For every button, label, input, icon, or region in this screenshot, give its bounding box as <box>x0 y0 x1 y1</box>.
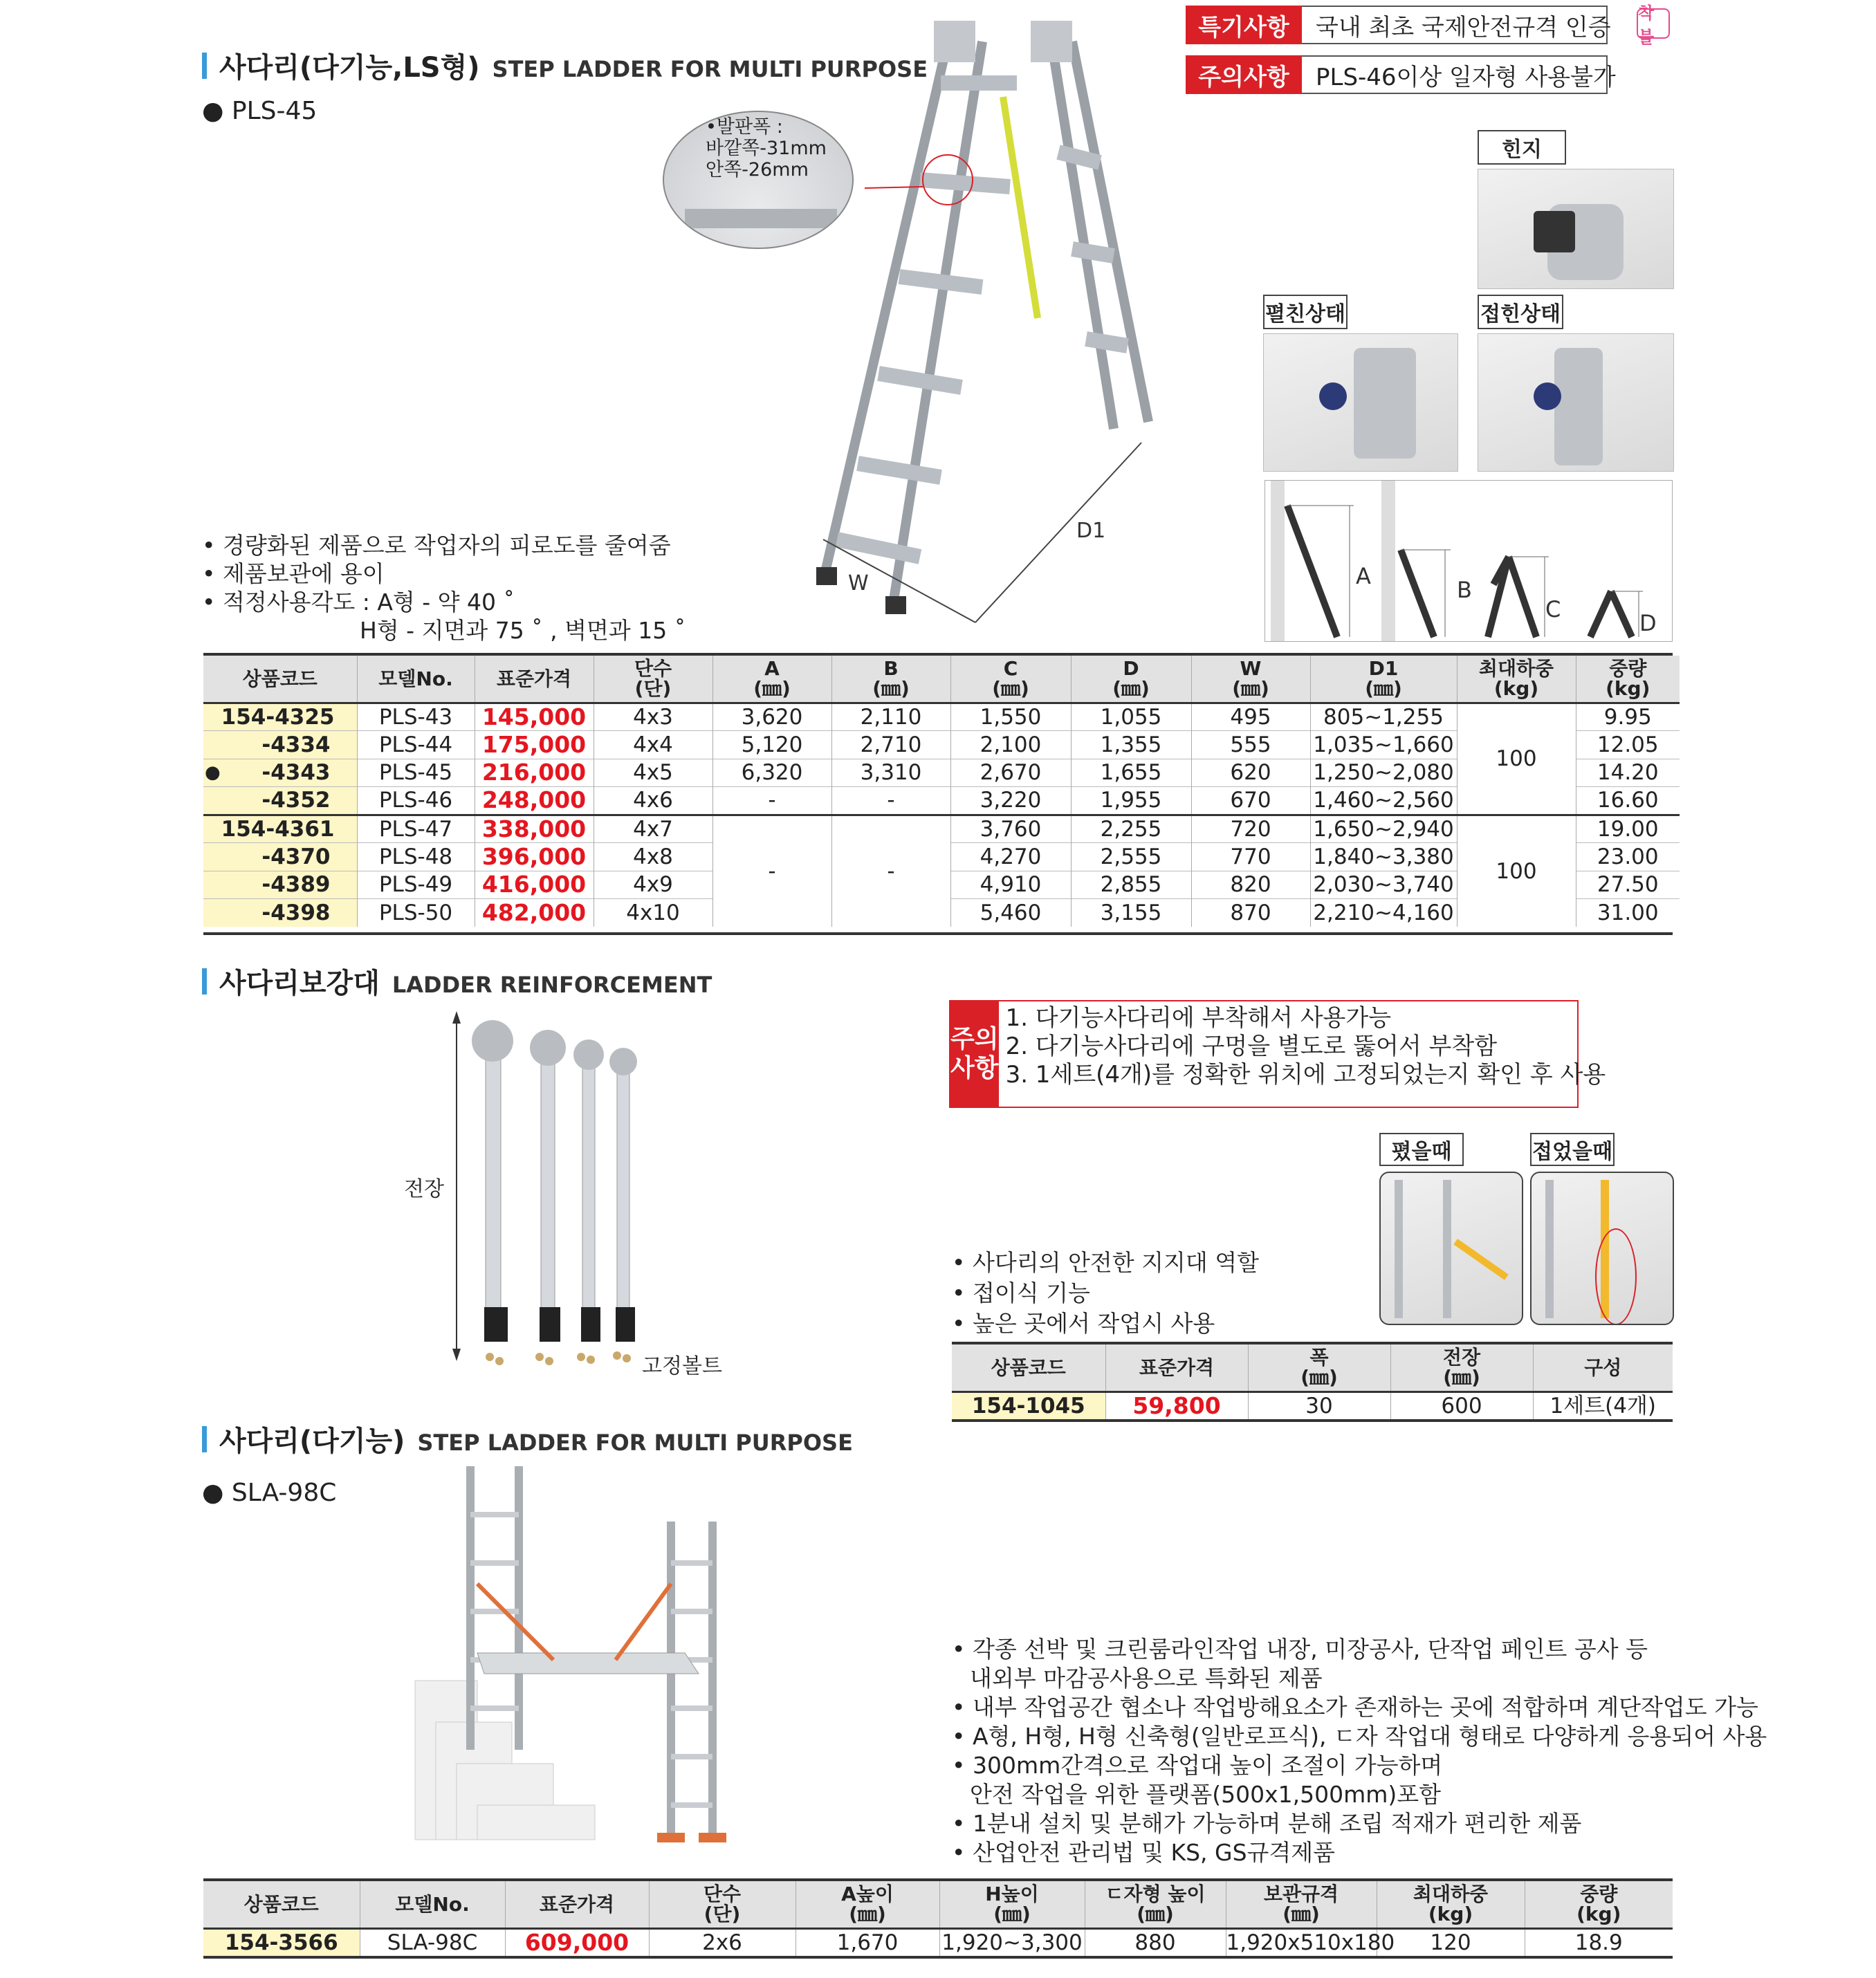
feature-item: • 산업안전 관리법 및 KS, GS규격제품 <box>952 1839 1336 1866</box>
feature-item: • 사다리의 안전한 지지대 역할 <box>952 1249 1259 1276</box>
photo-label-folded: 접힌상태 <box>1478 295 1563 329</box>
col-header: A높이 (㎜) <box>796 1881 939 1928</box>
price-cell: 338,000 <box>475 815 594 843</box>
ladder-rail <box>1443 1180 1451 1318</box>
steps-cell: 4x10 <box>594 899 712 927</box>
title-korean: 사다리보강대 <box>219 968 380 999</box>
d-cell: 2,855 <box>1071 871 1191 899</box>
price-cell: 248,000 <box>475 787 594 815</box>
spec-table-sla <box>203 1881 1673 1957</box>
col-header: 최대하중 (kg) <box>1377 1881 1525 1928</box>
dim-w-label: W <box>848 571 869 595</box>
w-cell: 555 <box>1191 731 1310 759</box>
shape-label-b: B <box>1457 577 1472 603</box>
photo-label-folded: 접었을때 <box>1530 1133 1615 1166</box>
caution-box <box>949 1000 1606 1108</box>
c-cell: 2,670 <box>950 759 1071 787</box>
caution-label: 주의 사항 <box>950 1001 999 1107</box>
product-code: -4389 <box>203 871 357 899</box>
h-height-cell: 1,920~3,300 <box>939 1928 1085 1957</box>
model-label: ● PLS-45 <box>202 97 318 125</box>
price-cell: 396,000 <box>475 843 594 871</box>
steps-cell: 4x6 <box>594 787 712 815</box>
special-note-text: 국내 최초 국제안전규격 인증 <box>1302 6 1608 44</box>
d1-cell: 1,035~1,660 <box>1310 731 1457 759</box>
c-cell: 2,100 <box>950 731 1071 759</box>
b-cell: 3,310 <box>831 759 950 787</box>
w-cell: 495 <box>1191 703 1310 731</box>
special-note-label: 특기사항 <box>1186 6 1302 44</box>
product-code: 154-4325 <box>203 703 357 731</box>
model-cell: PLS-48 <box>357 843 475 871</box>
table-row <box>203 1928 1673 1957</box>
weight-cell: 16.60 <box>1576 787 1680 815</box>
b-cell: 2,110 <box>831 703 950 731</box>
folded-photo <box>1530 1172 1674 1325</box>
d1-cell: 2,210~4,160 <box>1310 899 1457 927</box>
col-header: 단수 (단) <box>594 656 712 703</box>
title-english: STEP LADDER FOR MULTI PURPOSE <box>492 56 928 82</box>
product-code: -4370 <box>203 843 357 871</box>
product-code: 154-3566 <box>203 1928 360 1957</box>
storage-cell: 1,920x510x180 <box>1226 1928 1377 1957</box>
c-cell: 4,270 <box>950 843 1071 871</box>
w-cell: 670 <box>1191 787 1310 815</box>
model-cell: PLS-45 <box>357 759 475 787</box>
product-code: -4352 <box>203 787 357 815</box>
col-header: C (㎜) <box>950 656 1071 703</box>
title-accent-bar <box>202 53 207 79</box>
reinforcement-bar <box>1453 1239 1508 1280</box>
feature-item: • 접이식 기능 <box>952 1279 1090 1306</box>
col-header: D1 (㎜) <box>1310 656 1457 703</box>
caution-note-label: 주의사항 <box>1186 55 1302 94</box>
price-cell: 416,000 <box>475 871 594 899</box>
ladder-illustration <box>657 14 1183 636</box>
title-english: STEP LADDER FOR MULTI PURPOSE <box>417 1430 853 1456</box>
product-code: 154-4361 <box>203 815 357 843</box>
title-korean: 사다리(다기능,LS형) <box>219 52 480 84</box>
d-cell: 3,155 <box>1071 899 1191 927</box>
weight-cell: 12.05 <box>1576 731 1680 759</box>
unfolded-photo <box>1379 1172 1523 1325</box>
hinge-knob <box>1534 211 1575 252</box>
selected-marker: ● <box>205 761 221 783</box>
folded-state-photo <box>1478 333 1674 472</box>
length-label: 전장 <box>404 1177 444 1201</box>
table-row <box>203 703 1680 731</box>
model-cell: PLS-43 <box>357 703 475 731</box>
spec-table-pls <box>203 656 1680 927</box>
shape-diagram <box>1265 480 1673 642</box>
caution-item: 3. 1세트(4개)를 정확한 위치에 고정되었는지 확인 후 사용 <box>1005 1061 1606 1089</box>
weight-cell: 23.00 <box>1576 843 1680 871</box>
product-code: -4343 <box>261 760 331 786</box>
feature-item: • 내부 작업공간 협소나 작업방해요소가 존재하는 곳에 적합하며 계단작업도 가능 <box>952 1694 1758 1721</box>
model-cell: PLS-50 <box>357 899 475 927</box>
col-header: 상품코드 <box>203 656 357 703</box>
photo-label-unfolded: 폈을때 <box>1379 1133 1464 1166</box>
title-english: LADDER REINFORCEMENT <box>392 972 712 998</box>
hinge-part <box>1554 348 1603 465</box>
footboard-note-line: •발판폭 : <box>706 116 783 138</box>
price-cell: 482,000 <box>475 899 594 927</box>
table-row <box>952 1392 1673 1420</box>
steps-cell: 4x4 <box>594 731 712 759</box>
c-height-cell: 880 <box>1085 1928 1226 1957</box>
set-cell: 1세트(4개) <box>1533 1392 1673 1420</box>
c-cell: 1,550 <box>950 703 1071 731</box>
sla-features <box>952 1635 1767 1867</box>
col-header: 상품코드 <box>203 1881 360 1928</box>
w-cell: 720 <box>1191 815 1310 843</box>
model-cell: PLS-44 <box>357 731 475 759</box>
col-header: 단수 (단) <box>649 1881 796 1928</box>
model-cell: SLA-98C <box>360 1928 505 1957</box>
model-cell: PLS-47 <box>357 815 475 843</box>
col-header: 중량 (kg) <box>1576 656 1680 703</box>
model-cell: PLS-49 <box>357 871 475 899</box>
col-header: A (㎜) <box>712 656 831 703</box>
feature-item: • 적정사용각도 : A형 - 약 40 ˚ <box>202 589 515 616</box>
steps-cell: 2x6 <box>649 1928 796 1957</box>
photo-label-hinge: 힌지 <box>1478 130 1566 165</box>
shape-label-a: A <box>1356 563 1371 589</box>
section-title-sla <box>202 1419 853 1459</box>
price-cell: 175,000 <box>475 731 594 759</box>
weight-cell: 27.50 <box>1576 871 1680 899</box>
w-cell: 820 <box>1191 871 1310 899</box>
d1-cell: 1,650~2,940 <box>1310 815 1457 843</box>
reinforcement-features <box>952 1248 1259 1339</box>
weight-cell: 31.00 <box>1576 899 1680 927</box>
d1-cell: 1,840~3,380 <box>1310 843 1457 871</box>
section-title-reinforcement <box>202 961 712 1001</box>
max-load-cell: 100 <box>1457 815 1576 927</box>
col-header: 폭 (㎜) <box>1248 1344 1390 1392</box>
col-header: B (㎜) <box>831 656 950 703</box>
col-header: 모델No. <box>357 656 475 703</box>
title-accent-bar <box>202 1426 207 1452</box>
steps-cell: 4x7 <box>594 815 712 843</box>
feature-item: • A형, H형, H형 신축형(일반로프식), ㄷ자 작업대 형태로 다양하게 응용되어 사용 <box>952 1723 1767 1750</box>
table-bottom-rule <box>203 932 1673 935</box>
d-cell: 2,555 <box>1071 843 1191 871</box>
d-cell: 1,355 <box>1071 731 1191 759</box>
hinge-photo <box>1478 169 1674 289</box>
reinforcement-bars-illustration <box>429 1003 664 1376</box>
c-cell: 5,460 <box>950 899 1071 927</box>
table-row <box>203 815 1680 843</box>
product-code: 154-1045 <box>952 1392 1105 1420</box>
product-code-cell <box>203 759 357 787</box>
footboard-note-line: 안쪽-26mm <box>706 159 809 181</box>
ladder-rail <box>1395 1180 1403 1318</box>
d-cell: 1,955 <box>1071 787 1191 815</box>
col-header: 표준가격 <box>475 656 594 703</box>
a-cell: 3,620 <box>712 703 831 731</box>
steps-cell: 4x9 <box>594 871 712 899</box>
length-cell: 600 <box>1390 1392 1533 1420</box>
d1-cell: 2,030~3,740 <box>1310 871 1457 899</box>
d-cell: 1,055 <box>1071 703 1191 731</box>
feature-item: • 1분내 설치 및 분해가 가능하며 분해 조립 적재가 편리한 제품 <box>952 1810 1582 1837</box>
shape-diagram-drawing <box>1265 481 1672 641</box>
max-load-cell: 120 <box>1377 1928 1525 1957</box>
col-header: 표준가격 <box>1105 1344 1248 1392</box>
photo-label-open: 펼친상태 <box>1263 295 1348 329</box>
title-accent-bar <box>202 968 207 995</box>
feature-item: • 300mm간격으로 작업대 높이 조절이 가능하며 <box>952 1752 1443 1779</box>
price-cell: 609,000 <box>505 1928 649 1957</box>
footboard-note <box>706 116 827 181</box>
col-header: H높이 (㎜) <box>939 1881 1085 1928</box>
model-label: ● SLA-98C <box>202 1479 337 1507</box>
a-cell: - <box>712 787 831 815</box>
col-header: 최대하중 (kg) <box>1457 656 1576 703</box>
b-cell: - <box>831 787 950 815</box>
d1-cell: 1,250~2,080 <box>1310 759 1457 787</box>
caution-list <box>999 1001 1613 1107</box>
price-cell: 145,000 <box>475 703 594 731</box>
d-cell: 2,255 <box>1071 815 1191 843</box>
col-header: ㄷ자형 높이 (㎜) <box>1085 1881 1226 1928</box>
hinge-knob <box>1319 382 1347 410</box>
d-cell: 1,655 <box>1071 759 1191 787</box>
col-header: 중량 (kg) <box>1525 1881 1673 1928</box>
scaffold-ladder-illustration <box>408 1459 733 1854</box>
price-cell: 216,000 <box>475 759 594 787</box>
d1-cell: 1,460~2,560 <box>1310 787 1457 815</box>
steps-cell: 4x3 <box>594 703 712 731</box>
b-cell: 2,710 <box>831 731 950 759</box>
feature-item: • 높은 곳에서 작업시 사용 <box>952 1310 1215 1337</box>
open-state-photo <box>1263 333 1458 472</box>
table-bottom-rule <box>203 1956 1673 1959</box>
shape-label-d: D <box>1639 610 1657 636</box>
shape-label-c: C <box>1545 596 1561 622</box>
col-header: 구성 <box>1533 1344 1673 1392</box>
caution-item: 2. 다기능사다리에 구멍을 별도로 뚫어서 부착함 <box>1005 1033 1498 1060</box>
feature-item: H형 - 지면과 75 ˚ , 벽면과 15 ˚ <box>360 617 686 644</box>
hinge-knob <box>1534 382 1561 410</box>
price-cell: 59,800 <box>1105 1392 1248 1420</box>
caution-note-text: PLS-46이상 일자형 사용불가 <box>1302 55 1608 94</box>
col-header: 모델No. <box>360 1881 505 1928</box>
footboard-note-line: 바깥쪽-31mm <box>706 138 827 159</box>
width-cell: 30 <box>1248 1392 1390 1420</box>
hinge-part <box>1354 348 1416 459</box>
features-list <box>202 531 686 645</box>
feature-item: 안전 작업을 위한 플랫폼(500x1,500mm)포함 <box>970 1781 1442 1808</box>
c-cell: 3,220 <box>950 787 1071 815</box>
col-header: 상품코드 <box>952 1344 1105 1392</box>
feature-item: 내외부 마감공사용으로 특화된 제품 <box>970 1665 1323 1692</box>
title-korean: 사다리(다기능) <box>219 1425 405 1457</box>
col-header: W (㎜) <box>1191 656 1310 703</box>
weight-cell: 9.95 <box>1576 703 1680 731</box>
col-header: 전장 (㎜) <box>1390 1344 1533 1392</box>
col-header: 보관규격 (㎜) <box>1226 1881 1377 1928</box>
ladder-rail <box>1545 1180 1554 1318</box>
product-code: -4398 <box>203 899 357 927</box>
a-height-cell: 1,670 <box>796 1928 939 1957</box>
footboard-bar <box>685 209 837 228</box>
c-cell: 4,910 <box>950 871 1071 899</box>
weight-cell: 19.00 <box>1576 815 1680 843</box>
bolt-label: 고정볼트 <box>642 1354 722 1378</box>
table-bottom-rule <box>952 1419 1673 1422</box>
highlight-circle <box>1595 1228 1637 1325</box>
weight-cell: 14.20 <box>1576 759 1680 787</box>
dim-d1-label: D1 <box>1076 519 1106 543</box>
d1-cell: 805~1,255 <box>1310 703 1457 731</box>
product-code: -4334 <box>203 731 357 759</box>
feature-item: • 경량화된 제품으로 작업자의 피로도를 줄여줌 <box>202 532 671 559</box>
a-cell: - <box>712 815 831 927</box>
feature-item: • 각종 선박 및 크린룸라인작업 내장, 미장공사, 단작업 페인트 공사 등 <box>952 1636 1648 1663</box>
feature-item: • 제품보관에 용이 <box>202 560 385 587</box>
b-cell: - <box>831 815 950 927</box>
model-cell: PLS-46 <box>357 787 475 815</box>
col-header: D (㎜) <box>1071 656 1191 703</box>
a-cell: 5,120 <box>712 731 831 759</box>
steps-cell: 4x8 <box>594 843 712 871</box>
a-cell: 6,320 <box>712 759 831 787</box>
cod-badge: 착불 <box>1637 8 1670 39</box>
max-load-cell: 100 <box>1457 703 1576 815</box>
col-header: 표준가격 <box>505 1881 649 1928</box>
caution-item: 1. 다기능사다리에 부착해서 사용가능 <box>1005 1004 1392 1032</box>
w-cell: 770 <box>1191 843 1310 871</box>
weight-cell: 18.9 <box>1525 1928 1673 1957</box>
w-cell: 620 <box>1191 759 1310 787</box>
spec-table-reinforcement <box>952 1344 1673 1420</box>
steps-cell: 4x5 <box>594 759 712 787</box>
c-cell: 3,760 <box>950 815 1071 843</box>
w-cell: 870 <box>1191 899 1310 927</box>
